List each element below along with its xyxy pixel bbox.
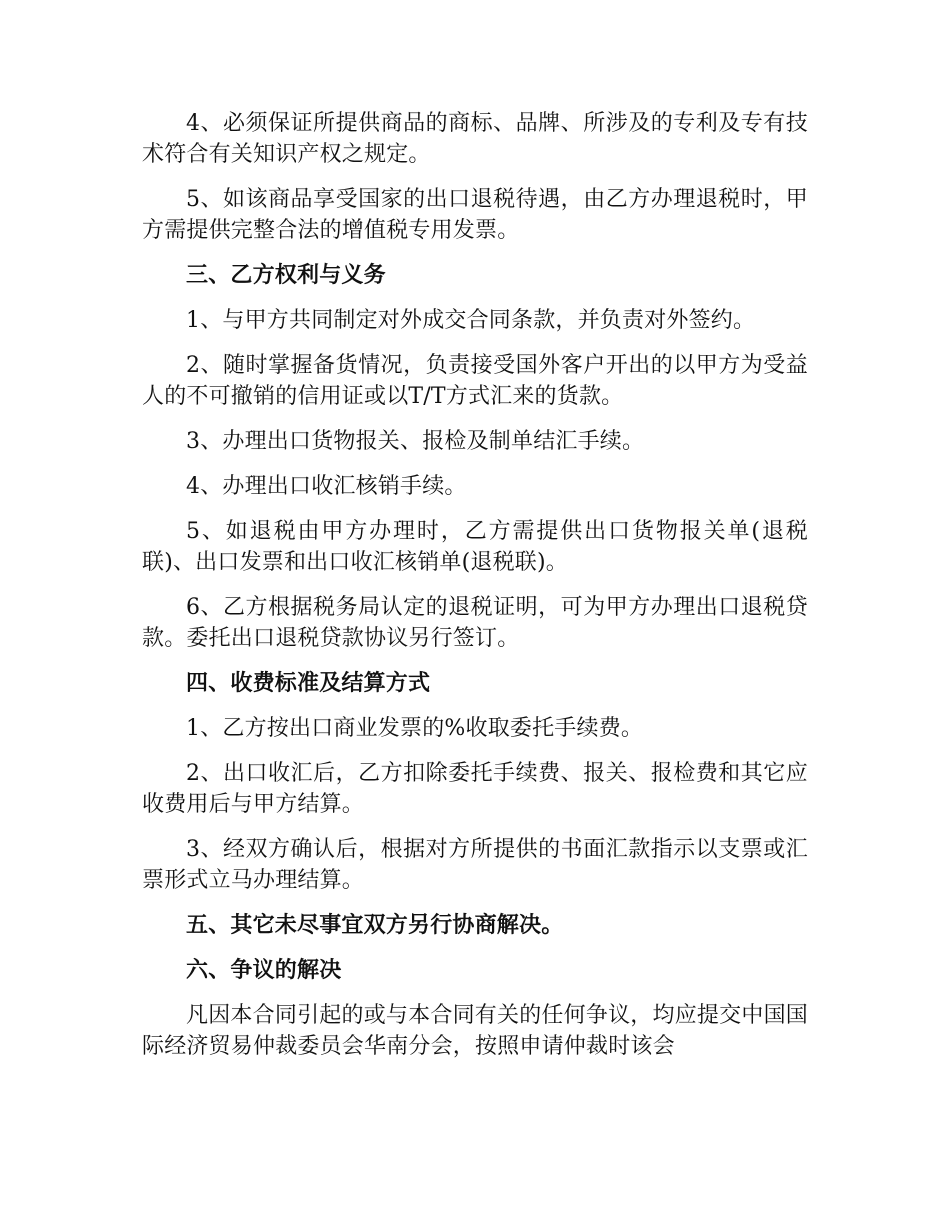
clause-f1-commission: 1、乙方按出口商业发票的%收取委托手续费。 — [186, 716, 644, 741]
clause-f3-payment-method: 3、经双方确认后，根据对方所提供的书面汇款指示以支票或汇票形式立马办理结算。 — [142, 837, 808, 893]
clause-b1-contract-terms: 1、与甲方共同制定对外成交合同条款，并负责对外签约。 — [186, 308, 756, 333]
clause-4-trademark: 4、必须保证所提供商品的商标、品牌、所涉及的专利及专有技术符合有关知识产权之规定。 — [142, 111, 808, 167]
clause-f2-settlement: 2、出口收汇后，乙方扣除委托手续费、报关、报检费和其它应收费用后与甲方结算。 — [142, 761, 808, 817]
section-heading-fees-settlement: 四、收费标准及结算方式 — [186, 670, 431, 696]
clause-b6-refund-loan: 6、乙方根据税务局认定的退税证明，可为甲方办理出口退税贷款。委托出口退税贷款协议另行签订。 — [142, 595, 808, 651]
clause-5-tax-refund: 5、如该商品享受国家的出口退税待遇，由乙方办理退税时，甲方需提供完整合法的增值税专用发票。 — [142, 187, 808, 243]
clause-dispute-arbitration: 凡因本合同引起的或与本合同有关的任何争议，均应提交中国国际经济贸易仲裁委员会华南分会，按照申请仲裁时该会 — [142, 1003, 808, 1059]
clause-b3-customs: 3、办理出口货物报关、报检及制单结汇手续。 — [186, 429, 645, 454]
document-page — [142, 108, 808, 1076]
section-heading-dispute-resolution: 六、争议的解决 — [186, 957, 342, 983]
clause-b2-letter-of-credit: 2、随时掌握备货情况，负责接受国外客户开出的以甲方为受益人的不可撤销的信用证或以T/T方式汇来的货款。 — [142, 353, 808, 409]
clause-b4-verification: 4、办理出口收汇核销手续。 — [186, 474, 467, 499]
section-heading-party-b-rights: 三、乙方权利与义务 — [186, 262, 386, 288]
section-heading-other-matters: 五、其它未尽事宜双方另行协商解决。 — [186, 912, 564, 938]
clause-b5-refund-documents: 5、如退税由甲方办理时，乙方需提供出口货物报关单(退税联)、出口发票和出口收汇核销单(退税联)。 — [142, 519, 808, 575]
